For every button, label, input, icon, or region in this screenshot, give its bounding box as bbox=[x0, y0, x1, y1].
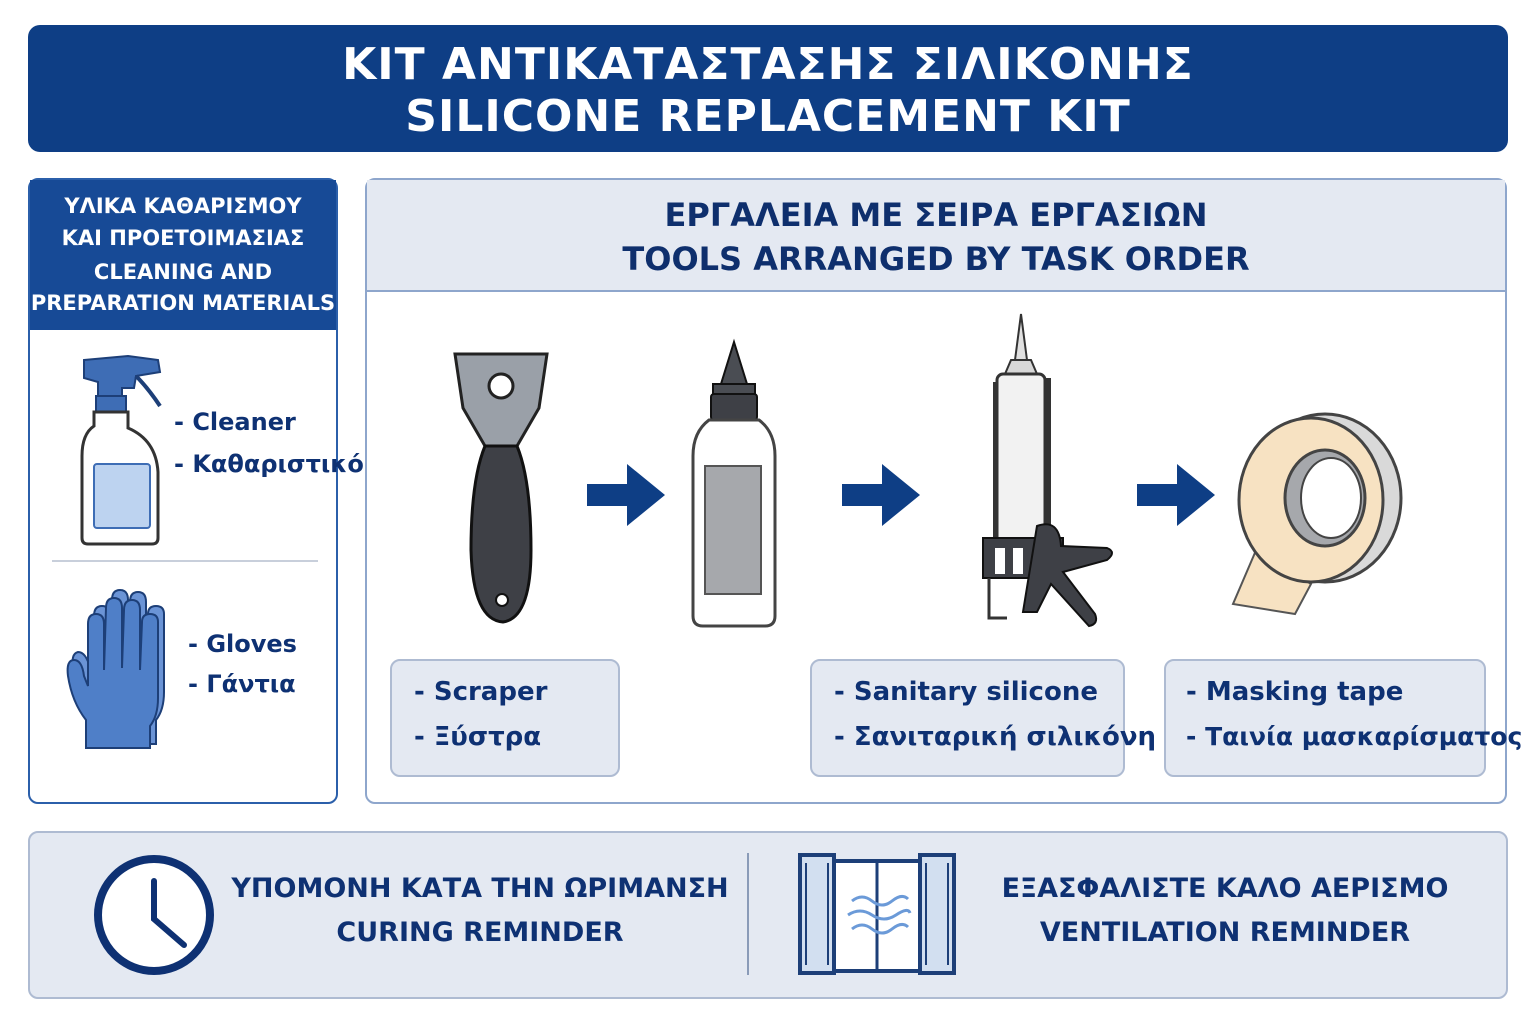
scraper-label-en: - Scraper bbox=[414, 677, 548, 707]
heading-english-line2: PREPARATION MATERIALS bbox=[30, 291, 336, 315]
tape-label-box bbox=[1164, 659, 1523, 777]
heading-english-line1: CLEANING AND bbox=[93, 260, 273, 284]
heading-greek-line1: ΥΛΙΚΑ ΚΑΘΑΡΙΣΜΟΥ bbox=[64, 194, 302, 218]
caulking-gun-icon bbox=[967, 312, 1127, 634]
scraper-icon bbox=[451, 350, 551, 630]
arrow-right-icon bbox=[840, 462, 922, 528]
spray-bottle-icon bbox=[70, 352, 170, 548]
divider bbox=[747, 853, 749, 975]
curing-text-english: CURING REMINDER bbox=[336, 917, 624, 948]
scraper-label-gr: - Ξύστρα bbox=[414, 722, 542, 752]
ventilation-text-english: VENTILATION REMINDER bbox=[1039, 917, 1411, 948]
heading-greek-line2: ΚΑΙ ΠΡΟΕΤΟΙΜΑΣΙΑΣ bbox=[61, 226, 305, 250]
tools-heading bbox=[367, 180, 1505, 292]
silicone-label-gr: - Σανιταρική σιλικόνη bbox=[834, 722, 1157, 752]
gloves-label-en: - Gloves bbox=[188, 630, 297, 658]
reminders-panel bbox=[28, 831, 1508, 999]
window-icon bbox=[796, 853, 958, 975]
gloves-label-gr: - Γάντια bbox=[188, 670, 296, 698]
arrow-right-icon bbox=[1135, 462, 1217, 528]
title-greek: KIT ΑΝΤΙΚΑΤΑΣΤΑΣΗΣ ΣΙΛΙΚΟΝΗΣ bbox=[342, 39, 1194, 90]
tools-heading-greek: ΕΡΓΑΛΕΙΑ ΜΕ ΣΕΙΡΑ ΕΡΓΑΣΙΩΝ bbox=[664, 196, 1208, 234]
cleaning-materials-panel bbox=[28, 178, 364, 804]
arrow-right-icon bbox=[585, 462, 667, 528]
title-banner bbox=[28, 25, 1508, 152]
gloves-icon bbox=[66, 580, 176, 750]
cleaner-label-gr: - Καθαριστικό bbox=[174, 450, 364, 478]
ventilation-text-greek: ΕΞΑΣΦΑΛΙΣΤΕ ΚΑΛΟ ΑΕΡΙΣΜΟ bbox=[1001, 873, 1449, 904]
divider bbox=[52, 560, 318, 562]
cleaner-label-en: - Cleaner bbox=[174, 408, 296, 436]
cleaning-materials-heading bbox=[30, 180, 336, 330]
cleaner-bottle-icon bbox=[689, 340, 779, 630]
silicone-label-en: - Sanitary silicone bbox=[834, 677, 1098, 707]
title-english: SILICONE REPLACEMENT KIT bbox=[405, 91, 1131, 142]
curing-text-greek: ΥΠΟΜΟΝΗ ΚΑΤΑ ΤΗΝ ΩΡΙΜΑΝΣΗ bbox=[231, 873, 729, 904]
tools-heading-english: TOOLS ARRANGED BY TASK ORDER bbox=[622, 240, 1250, 278]
clock-icon bbox=[92, 853, 216, 977]
masking-tape-icon bbox=[1225, 408, 1407, 620]
tools-panel bbox=[365, 178, 1523, 804]
tape-label-gr: - Ταινία μασκαρίσματος bbox=[1186, 722, 1523, 751]
tape-label-en: - Masking tape bbox=[1186, 677, 1404, 707]
silicone-label-box bbox=[810, 659, 1157, 777]
scraper-label-box bbox=[390, 659, 620, 777]
